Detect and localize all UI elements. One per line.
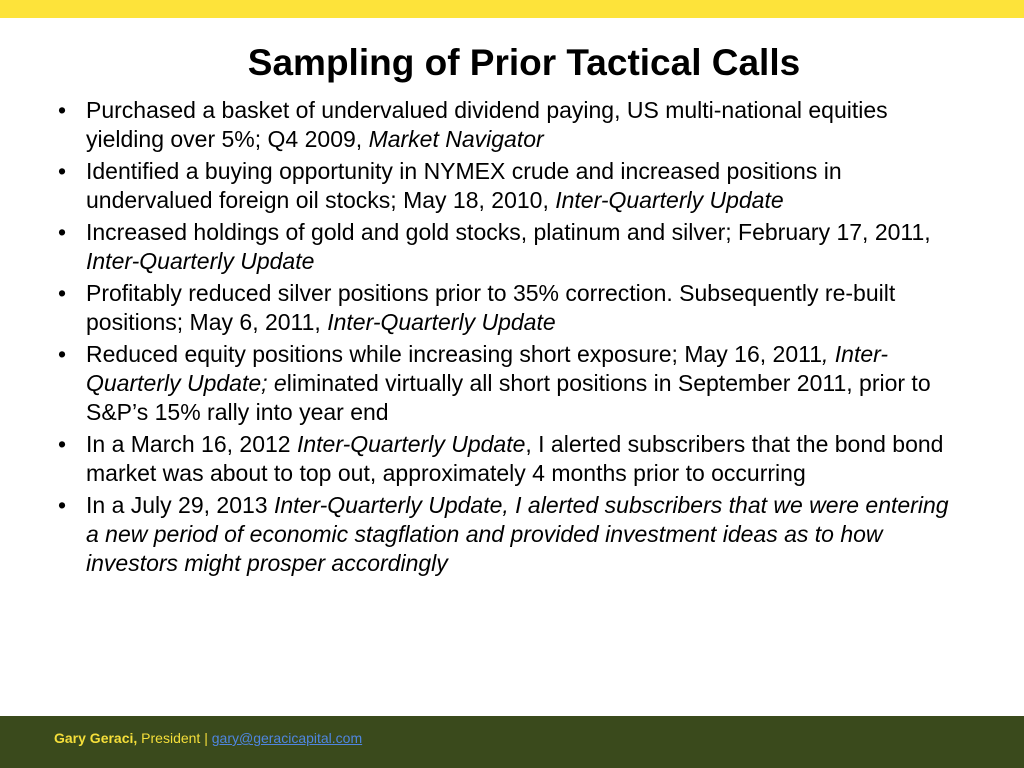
bullet-dot-icon: • bbox=[58, 158, 67, 184]
bullet-text-continued: liminated virtually all short positions in September 2011, prior to S&P’s 15% rally into year end bbox=[86, 370, 931, 425]
presenter-role: President bbox=[137, 730, 205, 746]
bullet-dot-icon: • bbox=[58, 492, 67, 518]
bullet-dot-icon: • bbox=[58, 219, 67, 245]
slide-title: Sampling of Prior Tactical Calls bbox=[247, 42, 801, 83]
bullet-item bbox=[58, 430, 958, 488]
bullet-list bbox=[58, 96, 958, 581]
publication-name: Inter-Quarterly Update bbox=[327, 309, 556, 335]
bullet-dot-icon: • bbox=[58, 341, 67, 367]
bullet-text: Increased holdings of gold and gold stocks, platinum and silver; February 17, 2011, bbox=[86, 219, 931, 245]
publication-name: Inter-Quarterly Update bbox=[86, 248, 315, 274]
bullet-text: Identified a buying opportunity in NYMEX crude and increased positions in undervalued foreign oil stocks; May 18, 2010, bbox=[86, 158, 842, 213]
bullet-dot-icon: • bbox=[58, 280, 67, 306]
publication-name: Market Navigator bbox=[368, 126, 544, 152]
bullet-item bbox=[58, 218, 958, 276]
publication-name: Inter-Quarterly Update bbox=[296, 431, 526, 457]
bullet-dot-icon: • bbox=[58, 97, 67, 123]
bullet-item bbox=[58, 491, 958, 578]
publication-name: Inter-Quarterly Update bbox=[555, 187, 784, 213]
bullet-text-continued: , I alerted subscribers that the bond bond market was about to top out, approximately 4 months prior to occurring bbox=[86, 431, 944, 486]
bullet-text: In a July 29, 2013 bbox=[86, 492, 274, 518]
footer-contact bbox=[54, 729, 362, 747]
top-accent-bar bbox=[0, 0, 1024, 18]
publication-name: , Inter-Quarterly Update; e bbox=[86, 341, 889, 396]
bullet-dot-icon: • bbox=[58, 431, 67, 457]
bullet-text: Reduced equity positions while increasing short exposure; May 16, 2011 bbox=[86, 341, 822, 367]
bullet-item bbox=[58, 96, 958, 154]
bullet-item bbox=[58, 340, 958, 427]
bullet-text: Purchased a basket of undervalued dividend paying, US multi-national equities yielding over 5%; Q4 2009, bbox=[86, 97, 888, 152]
bullet-text: Profitably reduced silver positions prior to 35% correction. Subsequently re-built positions; May 6, 2011, bbox=[86, 280, 896, 335]
publication-name: Inter-Quarterly Update, I alerted subscribers that we were entering a new period of economic stagflation and provided investment ideas as to how investors might prosper accordingly bbox=[86, 492, 949, 576]
bullet-item bbox=[58, 279, 958, 337]
footer-separator: | bbox=[204, 730, 212, 746]
bullet-item bbox=[58, 157, 958, 215]
email-link[interactable]: gary@geracicapital.com bbox=[211, 730, 363, 746]
bullet-text: In a March 16, 2012 bbox=[86, 431, 297, 457]
presenter-name: Gary Geraci, bbox=[54, 730, 138, 746]
footer-bar bbox=[0, 716, 1024, 768]
